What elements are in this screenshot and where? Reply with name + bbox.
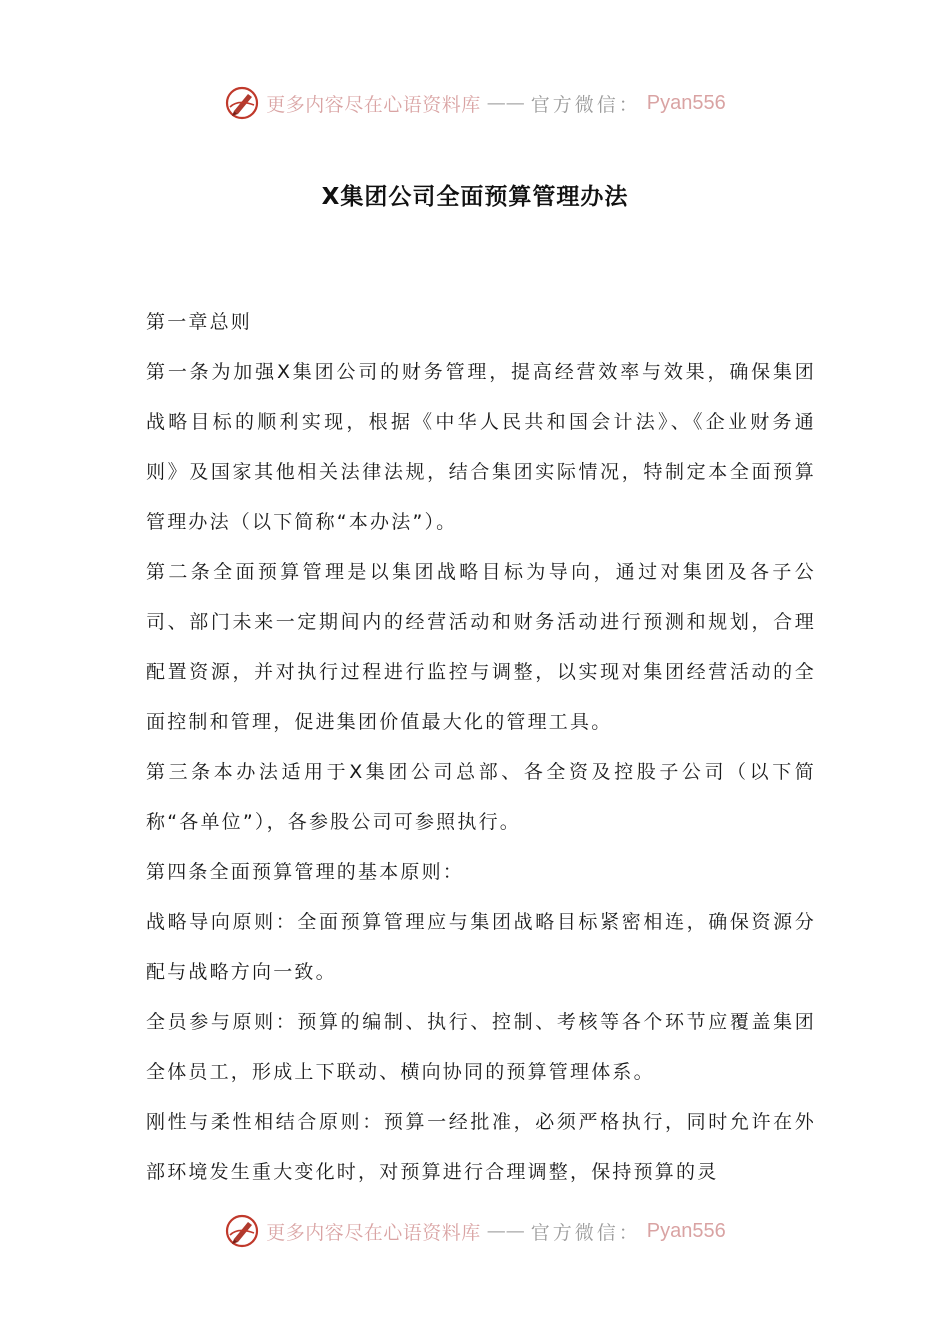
principle-participation: 全员参与原则：预算的编制、执行、控制、考核等各个环节应覆盖集团全体员工，形成上下联动、横向协同的预算管理体系。 xyxy=(146,1011,816,1083)
watermark-wechat-label: 官方微信： xyxy=(530,1221,641,1244)
pen-logo-icon xyxy=(224,1213,260,1249)
watermark-text: 更多内容尽在心语资料库 xyxy=(266,1221,481,1244)
watermark-banner-top xyxy=(0,83,950,123)
watermark-banner-bottom xyxy=(0,1211,950,1251)
watermark-separator: —— xyxy=(486,1220,525,1242)
watermark-separator: —— xyxy=(486,92,525,114)
watermark-text: 更多内容尽在心语资料库 xyxy=(266,93,481,116)
article-2: 第二条全面预算管理是以集团战略目标为导向，通过对集团及各子公司、部门未来一定期间内的经营活动和财务活动进行预测和规划，合理配置资源，并对执行过程进行监控与调整，以实现对集团经营活动的全面控制和管理，促进集团价值最大化的管理工具。 xyxy=(146,561,816,733)
watermark-wechat-id: Pyan556 xyxy=(646,1219,726,1242)
principle-strategy: 战略导向原则：全面预算管理应与集团战略目标紧密相连，确保资源分配与战略方向一致。 xyxy=(146,911,816,983)
principle-rigidity-flexibility: 刚性与柔性相结合原则：预算一经批准，必须严格执行，同时允许在外部环境发生重大变化时，对预算进行合理调整，保持预算的灵 xyxy=(146,1111,816,1183)
watermark-wechat-label: 官方微信： xyxy=(530,93,641,116)
article-4: 第四条全面预算管理的基本原则： xyxy=(146,861,465,883)
document-body xyxy=(146,297,816,1197)
article-3: 第三条本办法适用于X集团公司总部、各全资及控股子公司（以下简称“各单位”），各参股公司可参照执行。 xyxy=(146,761,816,833)
watermark-wechat-id: Pyan556 xyxy=(646,91,726,114)
document-title: X集团公司全面预算管理办法 xyxy=(321,184,629,210)
article-1: 第一条为加强X集团公司的财务管理，提高经营效率与效果，确保集团战略目标的顺利实现，根据《中华人民共和国会计法》、《企业财务通则》及国家其他相关法律法规，结合集团实际情况，特制定本全面预算管理办法（以下简称“本办法”）。 xyxy=(146,361,816,533)
pen-logo-icon xyxy=(224,85,260,121)
chapter-heading: 第一章总则 xyxy=(146,311,253,333)
